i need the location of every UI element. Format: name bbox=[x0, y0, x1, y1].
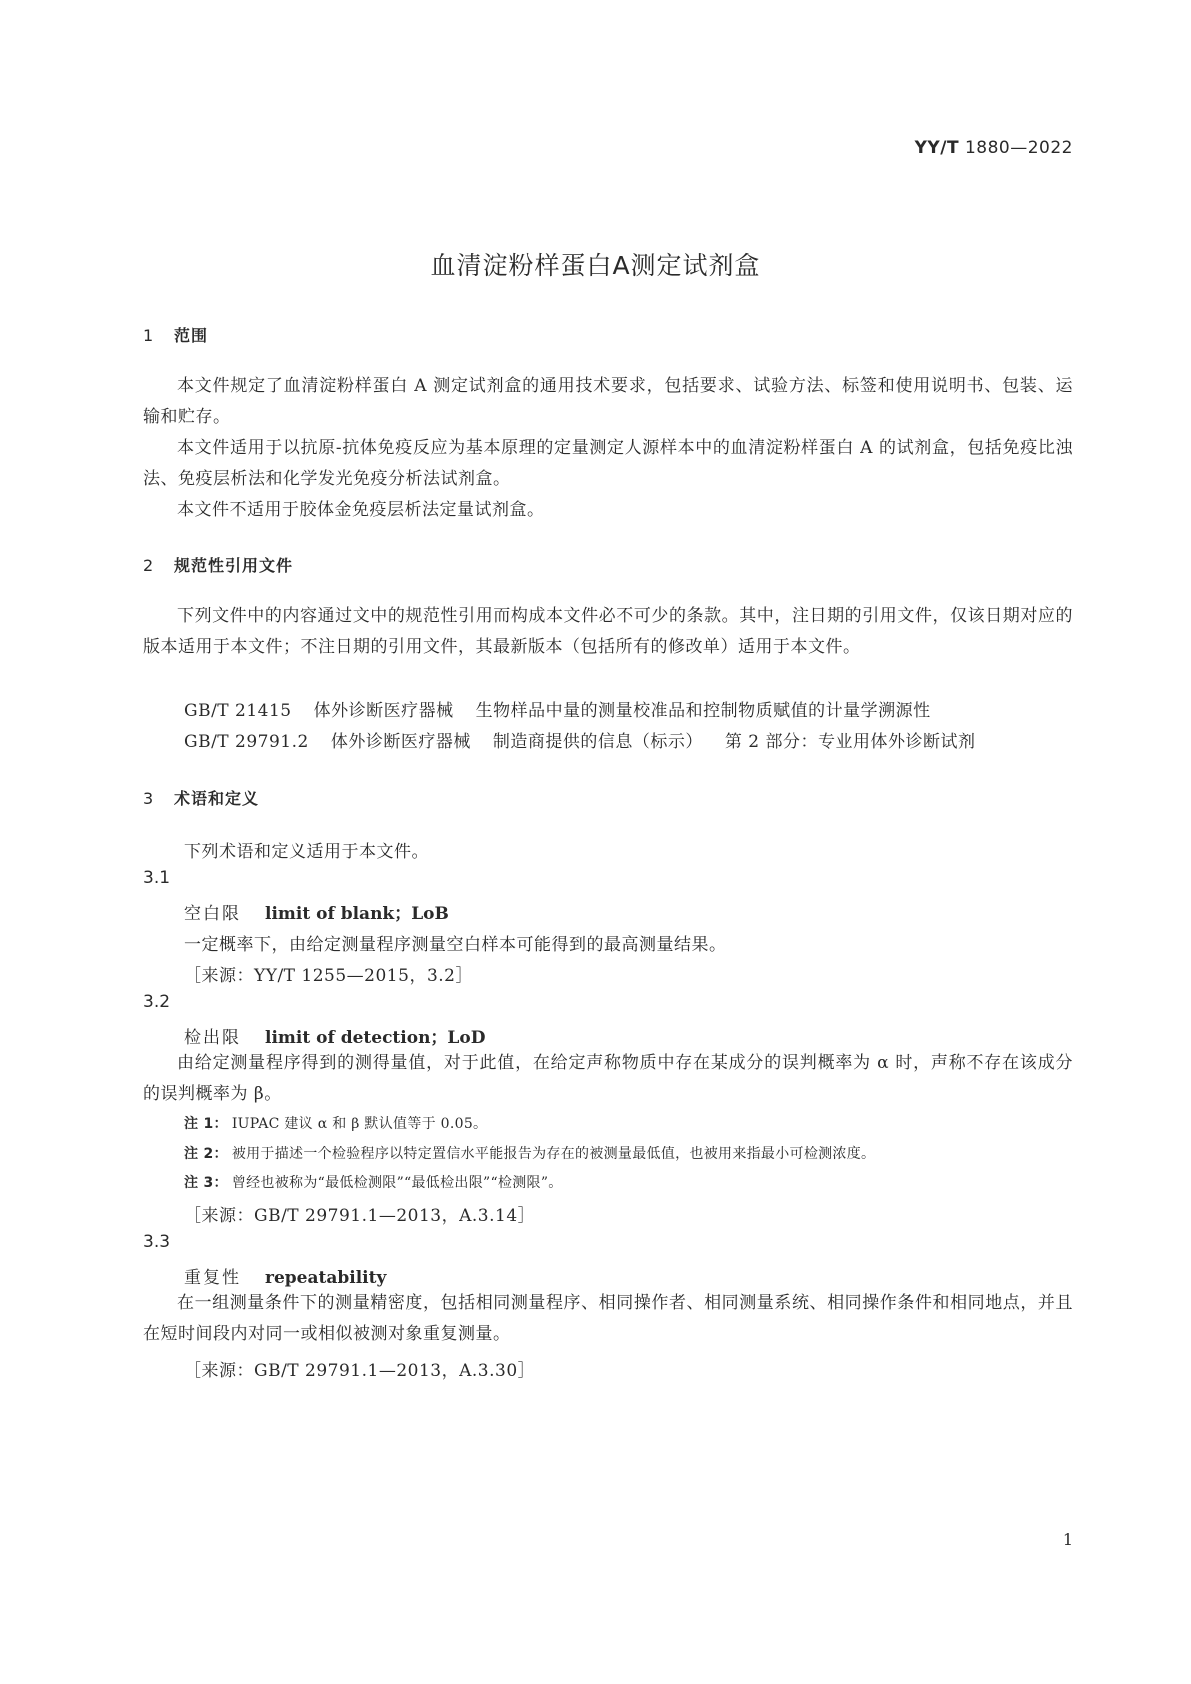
term-entry bbox=[184, 899, 449, 924]
term-entry bbox=[184, 1023, 485, 1048]
reference-code: GB/T 29791.2 bbox=[184, 732, 309, 752]
note-label: 注 2： bbox=[184, 1146, 228, 1162]
note bbox=[184, 1113, 487, 1133]
paragraph: 下列文件中的内容通过文中的规范性引用而构成本文件必不可少的条款。其中，注日期的引用文件，仅该日期对应的版本适用于本文件；不注日期的引用文件，其最新版本（包括所有的修改单）适用于本文件。 bbox=[143, 606, 1073, 657]
section-number: 3 bbox=[143, 789, 155, 808]
reference-title-part: 制造商提供的信息（标示） bbox=[492, 732, 703, 752]
reference-code: GB/T 21415 bbox=[184, 701, 292, 721]
note bbox=[184, 1172, 563, 1192]
reference-title-part: 生物样品中量的测量校准品和控制物质赋值的计量学溯源性 bbox=[475, 701, 931, 721]
note-text: 曾经也被称为“最低检测限”“最低检出限”“检测限”。 bbox=[231, 1175, 563, 1191]
term-en: limit of detection；LoD bbox=[265, 1028, 486, 1048]
standard-prefix: YY/T bbox=[914, 138, 960, 158]
term-zh: 重复性 bbox=[184, 1268, 241, 1288]
note-text: IUPAC 建议 α 和 β 默认值等于 0.05。 bbox=[231, 1116, 488, 1132]
term-zh: 检出限 bbox=[184, 1028, 241, 1048]
term-zh: 空白限 bbox=[184, 904, 241, 924]
terms-intro: 下列术语和定义适用于本文件。 bbox=[184, 842, 429, 862]
note-label: 注 1： bbox=[184, 1116, 228, 1132]
reference-title-part: 体外诊断医疗器械 bbox=[330, 732, 471, 752]
term-definition: 在一组测量条件下的测量精密度，包括相同测量程序、相同操作者、相同测量系统、相同操作条件和相同地点，并且在短时间段内对同一或相似被测对象重复测量。 bbox=[143, 1293, 1073, 1344]
section-title: 范围 bbox=[174, 326, 209, 345]
paragraph: 本文件规定了血清淀粉样蛋白 A 测定试剂盒的通用技术要求，包括要求、试验方法、标签和使用说明书、包装、运输和贮存。 bbox=[143, 376, 1073, 427]
term-definition: 一定概率下，由给定测量程序测量空白样本可能得到的最高测量结果。 bbox=[184, 935, 727, 955]
page-number: 1 bbox=[1062, 1530, 1073, 1549]
paragraph: 本文件适用于以抗原-抗体免疫反应为基本原理的定量测定人源样本中的血清淀粉样蛋白 A 的试剂盒，包括免疫比浊法、免疫层析法和化学发光免疫分析法试剂盒。 bbox=[143, 438, 1073, 489]
term-source: ［来源：YY/T 1255—2015，3.2］ bbox=[184, 966, 473, 986]
paragraph: 本文件不适用于胶体金免疫层析法定量试剂盒。 bbox=[177, 500, 545, 520]
term-source: ［来源：GB/T 29791.1—2013，A.3.14］ bbox=[184, 1206, 536, 1226]
term-number: 3.2 bbox=[143, 992, 171, 1012]
term-source: ［来源：GB/T 29791.1—2013，A.3.30］ bbox=[184, 1361, 536, 1381]
section-title: 术语和定义 bbox=[174, 789, 260, 808]
section-title: 规范性引用文件 bbox=[174, 556, 294, 575]
section-heading-scope bbox=[143, 323, 208, 346]
term-number: 3.3 bbox=[143, 1232, 171, 1252]
document-title: 血清淀粉样蛋白A测定试剂盒 bbox=[430, 251, 761, 280]
reference-title-part: 体外诊断医疗器械 bbox=[313, 701, 454, 721]
section-heading-normative-references bbox=[143, 553, 293, 576]
standard-number bbox=[915, 138, 1073, 158]
term-en: limit of blank；LoB bbox=[265, 904, 449, 924]
term-entry bbox=[184, 1263, 386, 1288]
reference-item bbox=[184, 727, 975, 752]
section-number: 2 bbox=[143, 556, 155, 575]
standard-code: 1880—2022 bbox=[964, 138, 1073, 158]
term-number: 3.1 bbox=[143, 868, 171, 888]
reference-title-part: 第 2 部分：专业用体外诊断试剂 bbox=[724, 732, 976, 752]
section-heading-terms bbox=[143, 786, 259, 809]
note-text: 被用于描述一个检验程序以特定置信水平能报告为存在的被测量最低值，也被用来指最小可检测浓度。 bbox=[231, 1146, 876, 1162]
term-definition: 由给定测量程序得到的测得量值，对于此值，在给定声称物质中存在某成分的误判概率为 α 时，声称不存在该成分的误判概率为 β。 bbox=[143, 1053, 1073, 1104]
section-number: 1 bbox=[143, 326, 155, 345]
note-label: 注 3： bbox=[184, 1175, 228, 1191]
note bbox=[184, 1143, 875, 1163]
term-en: repeatability bbox=[265, 1268, 387, 1288]
reference-item bbox=[184, 696, 931, 721]
